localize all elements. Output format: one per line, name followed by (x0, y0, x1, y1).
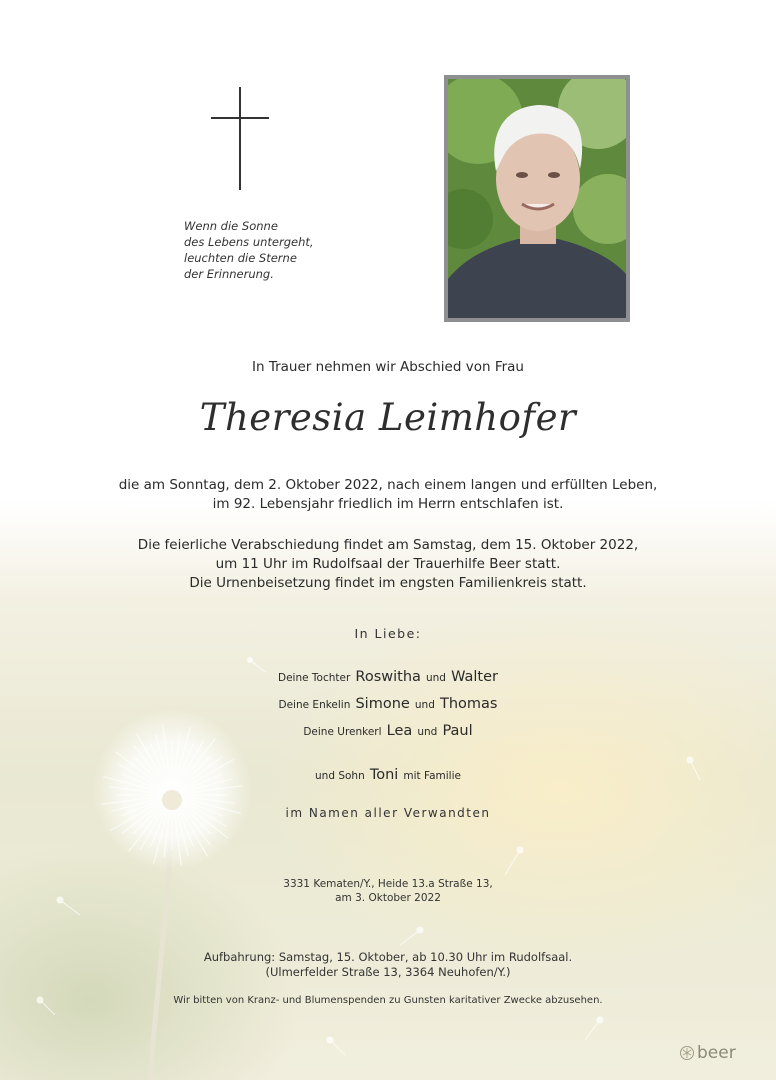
family-name: Walter (451, 669, 498, 685)
donation-note: Wir bitten von Kranz- und Blumenspenden zu Gunsten karitativer Zwecke abzusehen. (173, 995, 603, 1006)
family-conj: und (426, 672, 446, 684)
family-line-granddaughter (0, 693, 776, 712)
quote-line: Wenn die Sonne (184, 219, 278, 233)
address-block (0, 877, 776, 905)
logo-text: beer (697, 1043, 736, 1063)
family-line-daughter (0, 666, 776, 685)
deceased-name: Theresia Leimhofer (199, 396, 577, 439)
family-line-son (0, 764, 776, 783)
aufbahrung-line: Aufbahrung: Samstag, 15. Oktober, ab 10.30 Uhr im Rudolfsaal. (203, 950, 573, 964)
intro-text (0, 358, 776, 377)
portrait-photo (444, 75, 630, 322)
in-liebe-heading: In Liebe: (354, 626, 422, 641)
family-name: Toni (369, 767, 399, 783)
beer-logo (679, 1043, 736, 1063)
ceremony-line: um 11 Uhr im Rudolfsaal der Trauerhilfe Beer statt. (215, 556, 561, 572)
aufbahrung-block (0, 950, 776, 980)
family-name: Simone (355, 696, 410, 712)
quote-line: des Lebens untergeht, (184, 235, 314, 249)
relatives-line: im Namen aller Verwandten (285, 806, 491, 820)
aufbahrung-line: (Ulmerfelder Straße 13, 3364 Neuhofen/Y.) (265, 965, 511, 979)
quote-line: leuchten die Sterne (184, 251, 297, 265)
quote-line: der Erinnerung. (184, 267, 274, 281)
family-prefix: Deine Urenkerl (303, 726, 382, 738)
family-name: Lea (386, 723, 413, 739)
family-line-great-grandchildren (0, 720, 776, 739)
death-line: im 92. Lebensjahr friedlich im Herrn entschlafen ist. (212, 496, 564, 512)
dandelion-logo-icon (679, 1045, 695, 1061)
family-name: Thomas (439, 696, 498, 712)
address-line: am 3. Oktober 2022 (335, 892, 441, 904)
family-name: Roswitha (355, 669, 421, 685)
ceremony-notice (0, 536, 776, 593)
memorial-quote (184, 218, 314, 282)
family-prefix: Deine Enkelin (278, 699, 351, 711)
address-line: 3331 Kematen/Y., Heide 13.a Straße 13, (283, 878, 493, 890)
ceremony-line: Die Urnenbeisetzung findet im engsten Familienkreis statt. (189, 575, 587, 591)
death-notice (0, 476, 776, 514)
family-name: Paul (442, 723, 473, 739)
family-prefix: Deine Tochter (278, 672, 351, 684)
family-conj: und (417, 726, 438, 738)
cross-icon (211, 87, 269, 190)
family-suffix: mit Familie (403, 770, 461, 782)
ceremony-line: Die feierliche Verabschiedung findet am Samstag, dem 15. Oktober 2022, (137, 537, 639, 553)
intro-line: In Trauer nehmen wir Abschied von Frau (252, 359, 524, 375)
family-prefix: und Sohn (315, 770, 365, 782)
death-line: die am Sonntag, dem 2. Oktober 2022, nach einem langen und erfüllten Leben, (118, 477, 658, 493)
family-conj: und (414, 699, 435, 711)
